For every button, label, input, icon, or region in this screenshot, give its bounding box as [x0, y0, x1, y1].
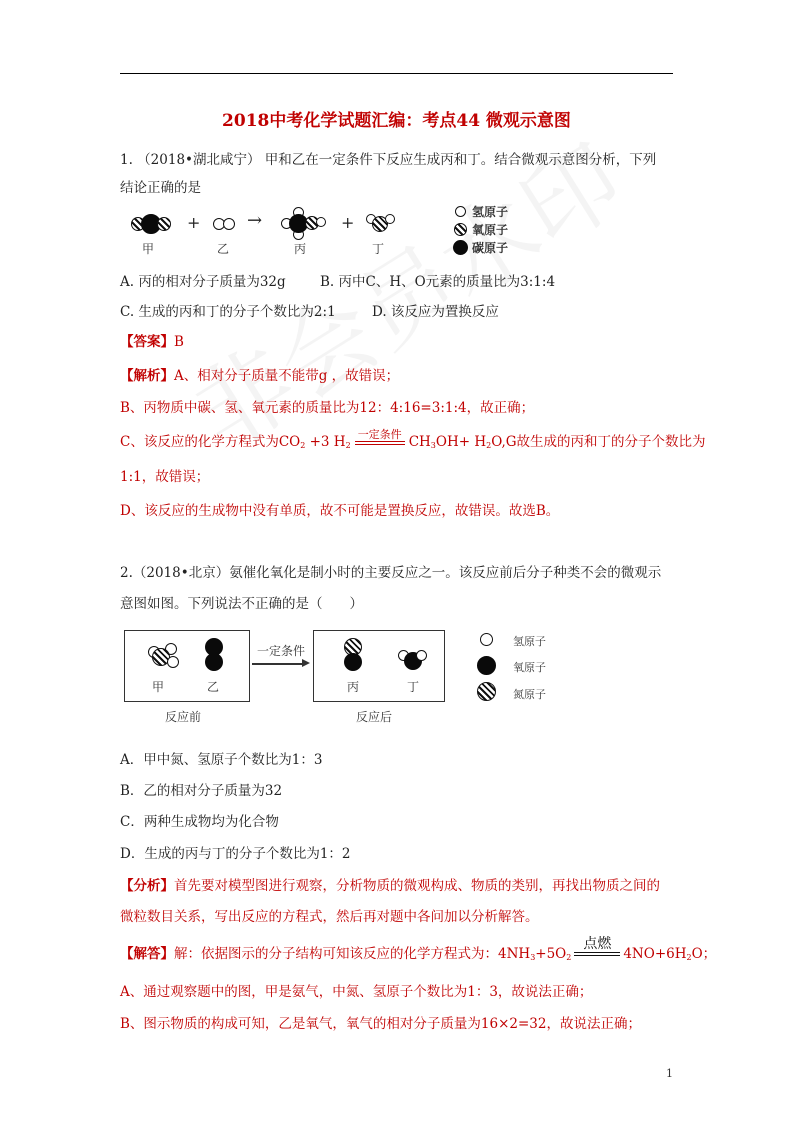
q2-yi-atom-o2	[205, 653, 223, 671]
q1-label-ding: 丁	[372, 242, 385, 256]
header-rule	[120, 73, 673, 74]
q2-legend-o-icon	[477, 656, 496, 675]
q2-jieda-label: 【解答】	[120, 946, 174, 962]
q1-legend-o-icon	[454, 223, 467, 236]
q1-answer	[120, 330, 184, 350]
q2-jia-atom-h3	[167, 656, 179, 668]
q1-analysis-d: D、该反应的生成物中没有单质，故不可能是置换反应，故错误。故选B。	[120, 503, 560, 519]
page-title: 2018中考化学试题汇编：考点44 微观示意图	[222, 111, 571, 131]
q1-legend-h: 氢原子	[472, 205, 509, 219]
q1-condition: 一定条件	[355, 429, 405, 445]
q1-analysis-label: 【解析】	[120, 368, 174, 384]
q2-label-bing: 丙	[347, 680, 360, 694]
q2-fenxi-line2: 微粒数目关系，写出反应的方程式，然后再对题中各问加以分析解答。	[120, 909, 539, 925]
q1-stem-line1: 1. （2018•湖北咸宁） 甲和乙在一定条件下反应生成丙和丁。结合微观示意图分析，下列	[120, 152, 657, 168]
q1-option-b: B. 丙中C、H、O元素的质量比为3:1:4	[320, 274, 556, 290]
q2-option-a: A．甲中氮、氢原子个数比为1：3	[120, 752, 323, 768]
q1-arrow: →	[247, 210, 263, 231]
q2-bing-atom-o	[344, 653, 362, 671]
q2-arrow-head	[302, 659, 310, 667]
q1-option-a: A. 丙的相对分子质量为32g	[120, 274, 286, 290]
q1-legend-h-icon	[455, 206, 466, 217]
q2-fenxi-label: 【分析】	[120, 878, 174, 894]
q2-option-b: B．乙的相对分子质量为32	[120, 783, 283, 799]
q2-condition-ignite: 点燃	[574, 937, 620, 956]
q2-label-yi: 乙	[207, 680, 220, 694]
q1-analysis-c2: 1:1，故错误；	[120, 469, 210, 485]
q1-bing-atom-h4	[316, 217, 326, 227]
q2-option-d: D．生成的丙与丁的分子个数比为1：2	[120, 846, 351, 862]
q2-ding-atom-h2	[416, 650, 427, 661]
q1-label-jia: 甲	[142, 242, 155, 256]
q2-legend-h: 氢原子	[513, 635, 546, 648]
q1-option-c: C. 生成的丙和丁的分子个数比为2:1	[120, 304, 336, 320]
q2-legend-o: 氧原子	[513, 661, 546, 674]
q2-stem-line1: 2.（2018•北京）氨催化氧化是制小时的主要反应之一。该反应前后分子种类不会的微观示	[120, 565, 662, 581]
q2-arrow-line	[252, 663, 306, 665]
q2-stem-line2: 意图如图。下列说法不正确的是（ ）	[120, 596, 363, 612]
q1-analysis-c: C、该反应的化学方程式为$CO_2 +3$ $H_2$ 一定条件 $CH_3OH+ H_2O,G$故生成的丙和丁的分子个数比为	[120, 427, 706, 450]
q2-legend-n-icon	[477, 682, 496, 701]
q2-label-jia: 甲	[152, 680, 165, 694]
q2-label-before: 反应前	[165, 710, 202, 724]
q1-analysis-a: 【解析】A、相对分子质量不能带g ，故错误；	[120, 368, 400, 384]
q1-answer-label: 【答案】	[120, 334, 174, 350]
q2-legend-h-icon	[480, 633, 493, 646]
q1-analysis-b: B、丙物质中碳、氢、氧元素的质量比为12：4:16=3:1:4，故正确；	[120, 400, 535, 416]
q1-legend-c: 碳原子	[472, 241, 509, 255]
q2-condition: 一定条件	[257, 644, 306, 658]
q2-label-after: 反应后	[356, 710, 393, 724]
q2-fenxi-line1: 【分析】首先要对模型图进行观察，分析物质的微观构成、物质的类别，再找出物质之间的	[120, 878, 660, 894]
q2-option-c: C．两种生成物均为化合物	[120, 814, 279, 830]
q1-legend-c-icon	[453, 240, 468, 255]
q2-jieda-b: B、图示物质的构成可知，乙是氧气，氧气的相对分子质量为16×2=32，故说法正确；	[120, 1016, 641, 1032]
q1-jia-atom-o2	[157, 217, 171, 231]
q2-jieda-line: 【解答】解：依据图示的分子结构可知该反应的化学方程式为：$4NH_3+5O_2$ 点燃 $4NO+6H_2O$；	[120, 936, 717, 962]
q1-plus-2: +	[341, 213, 355, 232]
q2-box-after	[313, 630, 445, 702]
page-number: 1	[666, 1067, 673, 1080]
q2-jieda-a: A、通过观察题中的图，甲是氨气，中氮、氢原子个数比为1：3，故说法正确；	[120, 984, 593, 1000]
q1-answer-value: B	[174, 334, 184, 350]
q1-plus-1: +	[187, 213, 201, 232]
q1-option-d: D. 该反应为置换反应	[372, 304, 499, 320]
q2-label-ding: 丁	[407, 680, 420, 694]
q2-box-before	[124, 630, 250, 702]
q1-label-bing: 丙	[294, 242, 307, 256]
q1-legend-o: 氧原子	[472, 223, 509, 237]
q2-legend-n: 氮原子	[513, 688, 546, 701]
q1-label-yi: 乙	[217, 242, 230, 256]
q1-yi-atom-h2	[223, 218, 235, 230]
q1-stem-line2: 结论正确的是	[120, 180, 201, 196]
q1-ding-atom-h2	[385, 214, 395, 224]
